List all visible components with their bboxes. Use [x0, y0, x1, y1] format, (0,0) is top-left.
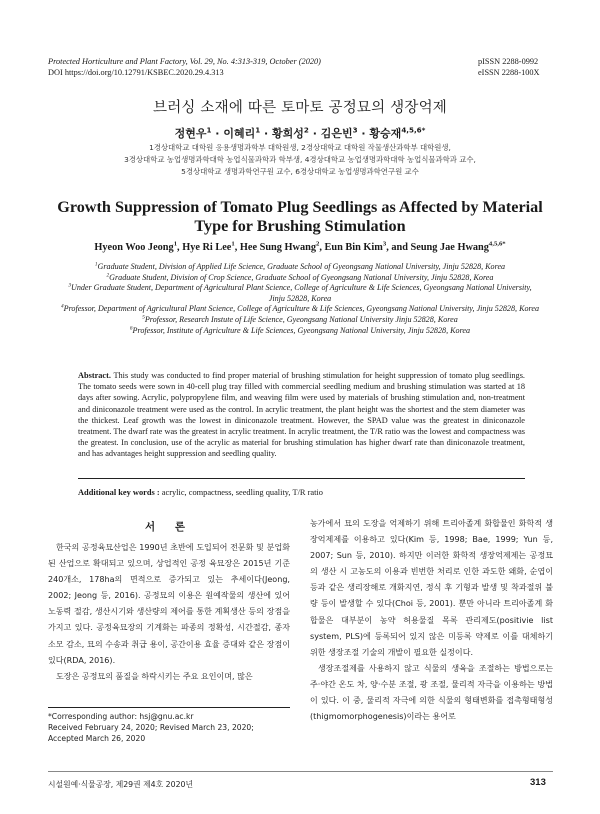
author-name: Seung Jae Hwang [410, 242, 489, 253]
english-affiliation: $^5$Professor, Research Instute of Life Science, Gyeongsang National University Jinju 52828, Korea [142, 314, 458, 324]
journal-citation: Protected Horticulture and Plant Factory, Vol. 29, No. 4:313-319, October (2020) [48, 57, 321, 66]
english-title-line1: Growth Suppression of Tomato Plug Seedlings as Affected by Material [57, 198, 543, 216]
affiliation-text: Under Graduate Student, Department of Agricultural Plant Science, College of Agriculture & Life Sciences, Gyeongsang National University, Jinju 52828, Korea [70, 283, 532, 303]
affiliation-text: Professor, Research Instute of Life Science, Gyeongsang National University Jinju 52828, Korea [144, 314, 458, 324]
author-name: 황승재 [369, 127, 402, 140]
affiliation-text: Professor, Institute of Agriculture & Life Sciences, Gyeongsang National University, Jinju 52828, Korea [132, 325, 471, 335]
abstract-text: This study was conducted to find proper material of brushing stimulation for height suppression of tomato plug seedlings. The tomato seeds were sown in 40-cell plug tray filled with commercial seedling medium and brushing stimulation was started at 18 days after sowing. Acrylic, polypropylene film, and weaving film were used by materials of brushing stimulation and, non-treatment and diniconazole treatment were used as the control. In acrylic treatment, the plant height was the shortest and the stem diameter was the thickest. Leaf growth was the lowest in diniconazole treatment. However, the SPAD value was the greatest in diniconazole treatment. The dwarf rate was the greatest in acrylic treatment. In acrylic treatment, the T/R ratio was the lowest and compactness was the greatest. In conclusion, use of the acrylic as material for brushing stimulation has higher dwarf rate than diniconazole treatment, and has advantages height suppression and seedling quality. [78, 371, 525, 459]
eissn: eISSN 2288-100X [478, 68, 540, 77]
author-sup: 3 [382, 240, 387, 248]
corresponding-author: *Corresponding author: hsj@gnu.ac.kr [48, 712, 194, 721]
author-sup: 4,5,6* [401, 125, 426, 135]
english-authors: Hyeon Woo Jeong$^1$, Hye Ri Lee$^1$, Hee Sung Hwang$^2$, Eun Bin Kim$^3$, and Seung Jae Hwang$^{4,5,6*}$ [94, 240, 506, 253]
korean-authors: 정현우$^1$ · 이혜리$^1$ · 황희성$^2$ · 김은빈$^3$ · 황승재$^{4,5,6*}$ [174, 125, 426, 140]
author-sup: 1 [173, 240, 178, 248]
pissn: pISSN 2288-0992 [478, 57, 539, 66]
author-name: Eun Bin Kim [324, 242, 383, 253]
author-sup: 2 [303, 125, 309, 135]
english-title-line2: Type for Brushing Stimulation [194, 217, 406, 235]
received-dates: Received February 24, 2020; Revised March 23, 2020; [48, 723, 254, 733]
affiliation-text: Professor, Department of Agricultural Plant Science, College of Agriculture & Life Sciences, Gyeongsang National University, Jinju 52828, Korea [63, 304, 539, 314]
paragraph: 농가에서 묘의 도장을 억제하기 위해 트리아졸계 화합물인 화학적 생장억제제를 이용하고 있다(Kim 등, 1998; Bae, 1999; Yun 등, 2007; Sun 등, 2010). 하지만 이러한 화학적 생장억제제는 공정묘의 생산 시 고농도의 이용과 빈번한 처리로 인한 과도한 왜화, 순엽이 등과 같은 생리장해로 개화지연, 정식 후 기형과 발생 및 착과절위 불량 등이 발생할 수 있다(Choi 등, 2001). 뿐만 아니라 트리아졸계 화합물은 대부분이 농약 허용물질 목록 관리제도(positivie list system, PLS)에 등록되어 있지 않은 미등록 약제로 이를 대체하기 위한 생장조절 기술의 개발이 필요한 실정이다. [310, 519, 553, 657]
author-sup: 2 [315, 240, 320, 248]
paragraph: 생장조절제를 사용하지 않고 식물의 생육을 조절하는 방법으로는 주·야간 온도 차, 양·수분 조절, 광 조절, 물리적 자극을 이용하는 방법이 있다. 이 중, 물리적 자극에 의한 식물의 형태변화를 접촉형태형성(thigmomorphogenesis)이라는 용어로 [310, 663, 553, 722]
english-affiliation: $^1$Graduate Student, Division of Applied Life Science, Graduate School of Gyeongsang National University, Jinju 52828, Korea [94, 261, 506, 271]
keywords-label: Additional key words : [78, 488, 160, 497]
keywords-text: acrylic, compactness, seedling quality, T/R ratio [161, 488, 323, 497]
english-affiliations [60, 262, 540, 336]
section-title: 서 론 [145, 521, 193, 533]
english-affiliation: $^3$Under Graduate Student, Department of Agricultural Plant Science, College of Agriculture & Life Sciences, Gyeongsang National University, Jinju 52828, Korea [68, 282, 532, 303]
korean-affiliation-line: 5경상대학교 생명과학연구원 교수, 6경상대학교 농업생명과학연구원 교수 [181, 167, 419, 176]
footer-journal: 시설원예·식물공장, 제29권 제4호 2020년 [48, 780, 194, 789]
paragraph: 한국의 공정육묘산업은 1990년 초반에 도입되어 전문화 및 분업화된 산업으로 확대되고 있으며, 상업적인 공정 육묘장은 2015년 기준 240개소, 178ha의 면적으로 증가되고 있는 추세이다(Jeong, 2002; Jeong 등, 2016). 공정묘의 이용은 원예작물의 생산에 있어 노동력 절감, 생산시기와 생산량의 제어를 통한 계획생산 등의 장점을 가지고 있다. 공정육묘장의 기계화는 파종의 정확성, 시간절감, 종자소모 감소, 묘의 수송과 취급 용이, 공간이용 효율 증대와 같은 장점이 있다(RDA, 2016). [48, 543, 290, 665]
english-affiliation: $^6$Professor, Institute of Agriculture & Life Sciences, Gyeongsang National University, Jinju 52828, Korea [129, 324, 471, 335]
author-name: Hyeon Woo Jeong [94, 242, 174, 253]
page-number: 313 [530, 777, 546, 788]
author-name: 정현우 [174, 127, 207, 140]
korean-affiliation-line: 1경상대학교 대학원 응용생명과학부 대학원생, 2경상대학교 대학원 작물생산과학부 대학원생, [149, 143, 451, 152]
accepted-date: Accepted March 26, 2020 [48, 734, 146, 744]
footer-divider [48, 771, 553, 772]
korean-affiliations [0, 142, 600, 178]
abstract-label: Abstract. [78, 371, 111, 380]
author-name: 이혜리 [223, 127, 256, 140]
author-name: 김은빈 [320, 127, 353, 140]
abstract-divider [78, 478, 525, 479]
author-sup: 4,5,6* [488, 240, 506, 248]
doi-line [48, 67, 224, 78]
author-name: 황희성 [272, 127, 304, 140]
footnote-divider [48, 707, 290, 708]
author-sup: 1 [231, 240, 235, 248]
author-sup: 3 [352, 125, 358, 135]
doi-text: DOI https://doi.org/10.12791/KSBEC.2020.29.4.313 [48, 68, 224, 77]
korean-title: 브러싱 소재에 따른 토마토 공정묘의 생장억제 [153, 100, 447, 116]
footnote [48, 711, 290, 745]
right-column [310, 516, 553, 725]
author-sup: 1 [206, 125, 212, 135]
author-name: Hye Ri Lee [182, 242, 232, 253]
keywords [78, 487, 525, 498]
abstract [78, 370, 525, 460]
left-column [48, 540, 290, 685]
english-affiliation: $^4$Professor, Department of Agricultural Plant Science, College of Agriculture & Life Sciences, Gyeongsang National University, Jinju 52828, Korea [61, 303, 539, 314]
author-name: Hee Sung Hwang [239, 242, 316, 253]
affiliation-text: Graduate Student, Division of Crop Science, Graduate School of Gyeongsang National University, Jinju 52828, Korea [109, 272, 494, 282]
affiliation-text: Graduate Student, Division of Applied Life Science, Graduate School of Gyeongsang National University, Jinju 52828, Korea [97, 262, 506, 271]
english-title [0, 198, 600, 236]
paragraph: 도장은 공정묘의 품질을 하락시키는 주요 요인이며, 많은 [56, 671, 253, 681]
author-sup: 1 [255, 125, 261, 135]
korean-affiliation-line: 3경상대학교 농업생명과학대학 농업식물과학과 학부생, 4경상대학교 농업생명과학대학 농업식물과학과 교수, [124, 155, 476, 164]
english-affiliation: $^2$Graduate Student, Division of Crop Science, Graduate School of Gyeongsang National University, Jinju 52828, Korea [106, 271, 494, 282]
